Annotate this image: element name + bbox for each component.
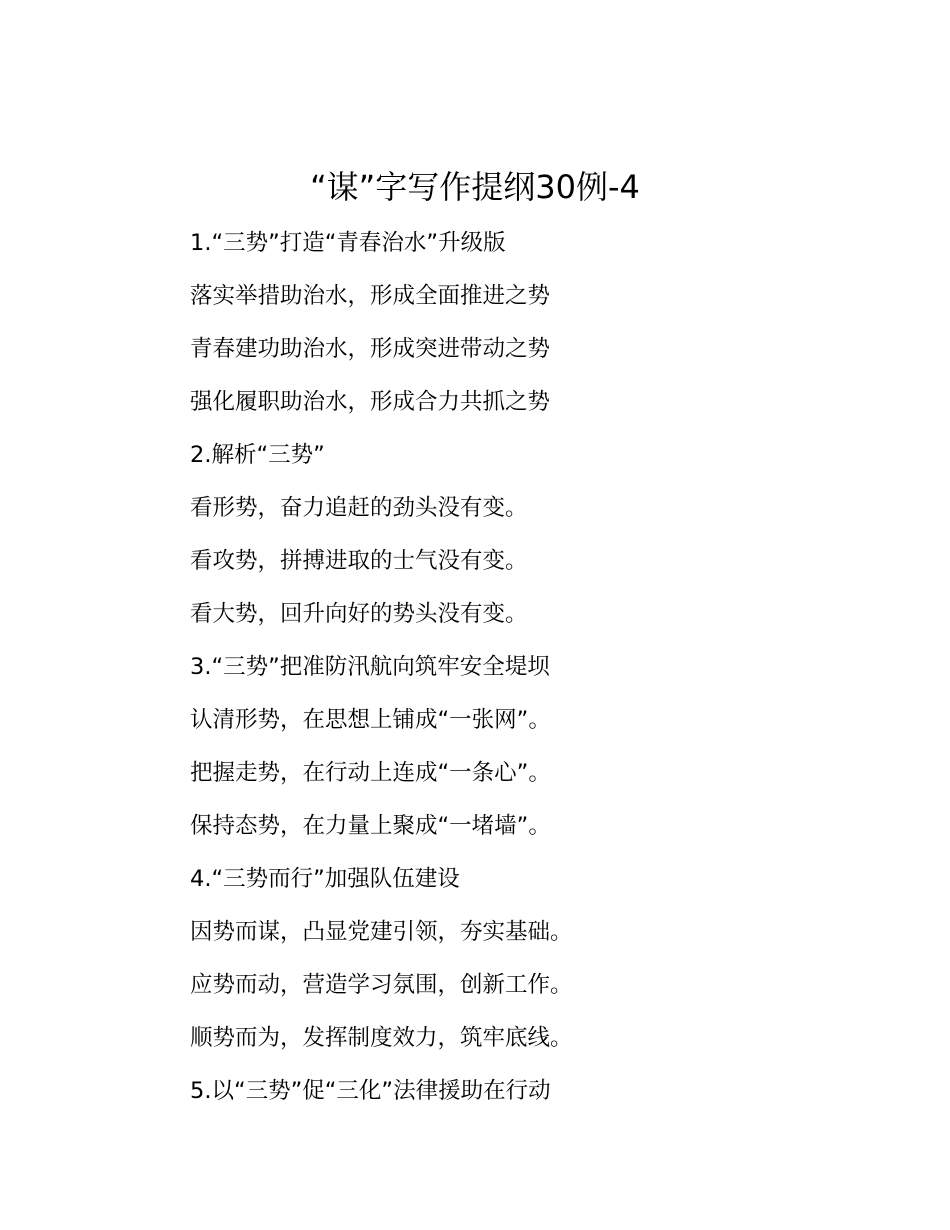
document-title: “谋”字写作提纲30例-4	[310, 168, 640, 206]
text-line: 保持态势，在力量上聚成“一堵墙”。	[190, 813, 551, 839]
text-line: 把握走势，在行动上连成“一条心”。	[190, 760, 551, 786]
text-line: 顺势而为，发挥制度效力，筑牢底线。	[190, 1025, 573, 1051]
text-line: 因势而谋，凸显党建引领，夯实基础。	[190, 919, 573, 945]
text-line: 3.“三势”把准防汛航向筑牢安全堤坝	[190, 654, 550, 680]
text-line: 看形势，奋力追赶的劲头没有变。	[190, 495, 528, 521]
text-line: 应势而动，营造学习氛围，创新工作。	[190, 972, 573, 998]
text-line: 青春建功助治水，形成突进带动之势	[190, 336, 551, 362]
text-line: 落实举措助治水，形成全面推进之势	[190, 283, 551, 309]
text-line: 看攻势，拼搏进取的士气没有变。	[190, 548, 528, 574]
text-line: 认清形势，在思想上铺成“一张网”。	[190, 707, 551, 733]
text-line: 1.“三势”打造“青春治水”升级版	[190, 230, 506, 256]
text-line: 强化履职助治水，形成合力共抓之势	[190, 389, 551, 415]
text-line: 4.“三势而行”加强队伍建设	[190, 866, 460, 892]
text-line: 看大势，回升向好的势头没有变。	[190, 601, 528, 627]
text-line: 2.解析“三势”	[190, 442, 325, 468]
text-line: 5.以“三势”促“三化”法律援助在行动	[190, 1078, 551, 1104]
document-body	[190, 223, 830, 1124]
